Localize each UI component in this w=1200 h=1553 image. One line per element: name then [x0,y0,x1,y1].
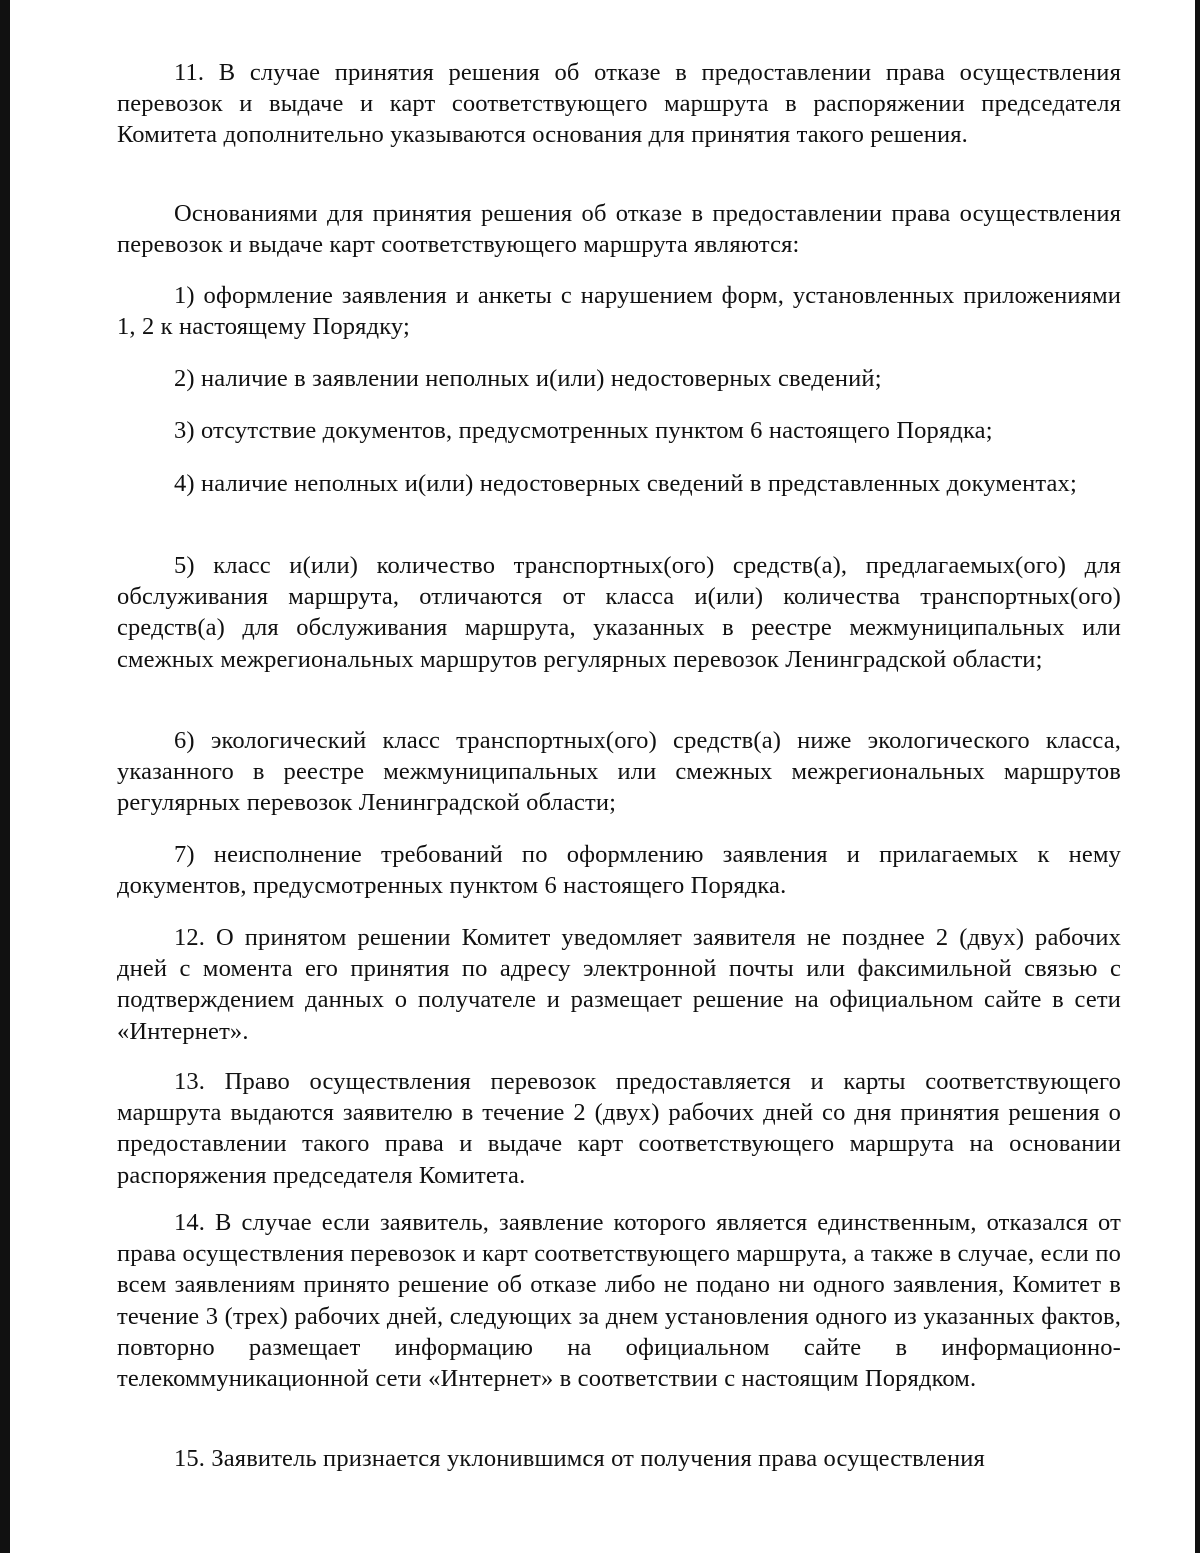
paragraph-ground-7: 7) неисполнение требований по оформлению заявления и прилагаемых к нему документов, предусмотренных пунктом 6 настоящего Порядка. [117,841,1121,900]
paragraph-item-11: 11. В случае принятия решения об отказе в предоставлении права осуществления перевозок и выдаче и карт соответствующего маршрута в распоряжении председателя Комитета дополнительно указываются основания для принятия такого решения. [117,59,1121,149]
paragraph-ground-3: 3) отсутствие документов, предусмотренных пунктом 6 настоящего Порядка; [174,417,993,444]
paragraph-item-12: 12. О принятом решении Комитет уведомляет заявителя не позднее 2 (двух) рабочих дней с момента его принятия по адресу электронной почты или факсимильной связью с подтверждением данных о получателе и размещает решение на официальном сайте в сети «Интернет». [117,924,1121,1045]
paragraph-grounds-intro: Основаниями для принятия решения об отказе в предоставлении права осуществления перевозок и выдаче карт соответствующего маршрута являются: [117,200,1121,259]
paragraph-item-14: 14. В случае если заявитель, заявление которого является единственным, отказался от права осуществления перевозок и карт соответствующего маршрута, а также в случае, если по всем заявлениям принято решение об отказе либо не подано ни одного заявления, Комитет в течение 3 (трех) рабочих дней, следующих за днем установления одного из указанных фактов, повторно размещает информацию на официальном сайте в информационно-телекоммуникационной сети «Интернет» в соответствии с настоящим Порядком. [117,1209,1121,1393]
paragraph-item-15: 15. Заявитель признается уклонившимся от получения права осуществления [174,1445,985,1472]
paragraph-ground-4: 4) наличие неполных и(или) недостоверных сведений в представленных документах; [174,470,1077,497]
paragraph-item-13: 13. Право осуществления перевозок предоставляется и карты соответствующего маршрута выдаются заявителю в течение 2 (двух) рабочих дней со дня принятия решения о предоставлении такого права и выдаче карт соответствующего маршрута на основании распоряжения председателя Комитета. [117,1068,1121,1189]
paragraph-ground-6: 6) экологический класс транспортных(ого) средств(а) ниже экологического класса, указанного в реестре межмуниципальных или смежных межрегиональных маршрутов регулярных перевозок Ленинградской области; [117,727,1121,817]
paragraph-ground-2: 2) наличие в заявлении неполных и(или) недостоверных сведений; [174,365,882,392]
paragraph-ground-5: 5) класс и(или) количество транспортных(ого) средств(а), предлагаемых(ого) для обслуживания маршрута, отличаются от класса и(или) количества транспортных(ого) средств(а) для обслуживания маршрута, указанных в реестре межмуниципальных или смежных межрегиональных маршрутов регулярных перевозок Ленинградской области; [117,552,1121,673]
paragraph-ground-1: 1) оформление заявления и анкеты с нарушением форм, установленных приложениями 1, 2 к настоящему Порядку; [117,282,1121,341]
